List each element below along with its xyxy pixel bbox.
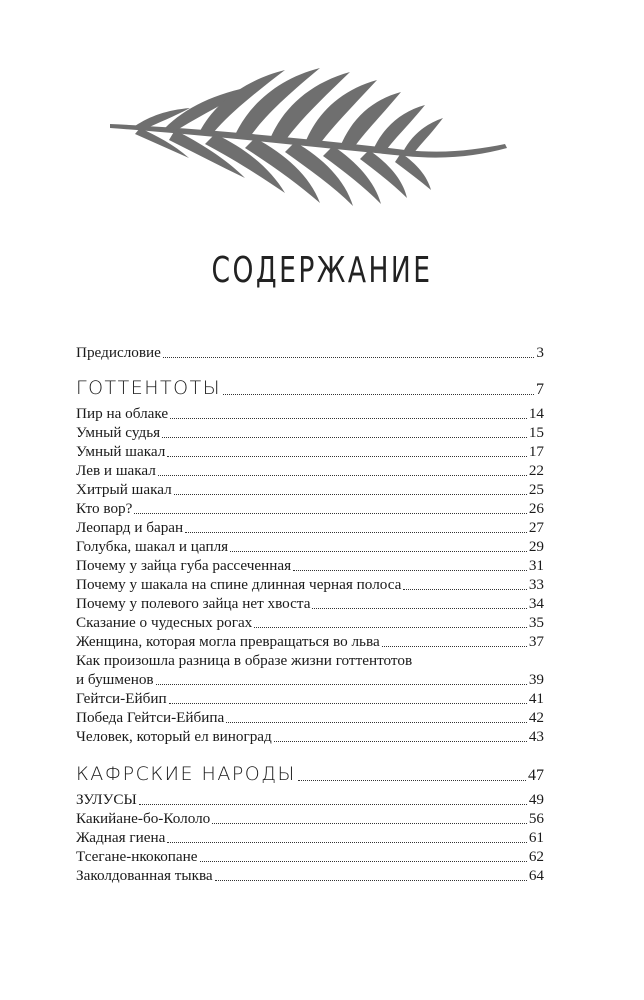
toc-entry-label: Пир на облаке: [76, 405, 169, 422]
toc-entry-label: Сказание о чудесных рогах: [76, 614, 253, 631]
toc-entry[interactable]: [76, 538, 544, 556]
toc-page-number: 29: [528, 538, 544, 555]
dot-leader: [212, 822, 527, 824]
toc-entry[interactable]: [76, 810, 544, 828]
dot-leader: [158, 474, 527, 476]
toc-entry[interactable]: [76, 671, 544, 689]
toc-entry-label: Голубка, шакал и цапля: [76, 538, 229, 555]
dot-leader: [185, 531, 527, 533]
toc-entry-label: Заколдованная тыква: [76, 867, 213, 884]
dot-leader: [139, 803, 527, 805]
dot-leader: [156, 683, 527, 685]
toc-entry-label: Гейтси-Ейбип: [76, 690, 167, 707]
toc-entry[interactable]: [76, 344, 544, 362]
toc-entry-label: Почему у полевого зайца нет хвоста: [76, 595, 311, 612]
page-title: СОДЕРЖАНИЕ: [211, 250, 433, 291]
toc-page-number: 14: [528, 405, 544, 422]
toc-entry-label: Умный судья: [76, 424, 161, 441]
toc-entry[interactable]: [76, 595, 544, 613]
toc-page-number: 17: [528, 443, 544, 460]
toc-entry[interactable]: [76, 829, 544, 847]
dot-leader: [174, 493, 527, 495]
toc-page-number: 31: [528, 557, 544, 574]
toc-page-number: 39: [528, 671, 544, 688]
toc-page-number: 61: [528, 829, 544, 846]
toc-page-number: 64: [528, 867, 544, 884]
toc-page-number: 49: [528, 791, 544, 808]
toc-page-number: 25: [528, 481, 544, 498]
dot-leader: [254, 626, 527, 628]
toc-entry-label: Леопард и баран: [76, 519, 184, 536]
toc-entry[interactable]: [76, 405, 544, 423]
toc-section[interactable]: [76, 379, 544, 399]
toc-entry-label-line1: Как произошла разница в образе жизни готтентотов: [76, 652, 413, 669]
toc-page-number: 35: [528, 614, 544, 631]
toc-entry-label: Женщина, которая могла превращаться во льва: [76, 633, 380, 650]
dot-leader: [312, 607, 526, 609]
toc-entry-label: Какийане-бо-Кололо: [76, 810, 211, 827]
dot-leader: [170, 417, 527, 419]
toc-page-number: 15: [528, 424, 544, 441]
dot-leader: [298, 779, 526, 781]
dot-leader: [293, 569, 527, 571]
toc-entry[interactable]: [76, 867, 544, 885]
toc-entry[interactable]: [76, 462, 544, 480]
toc-page-number: 42: [528, 709, 544, 726]
toc-section-label: КАФРСКИЕ НАРОДЫ: [76, 763, 296, 785]
toc-entry-label: Почему у шакала на спине длинная черная полоса: [76, 576, 402, 593]
palm-leaf-icon: [105, 58, 525, 218]
toc-section-label: ГОТТЕНТОТЫ: [76, 377, 221, 399]
toc-entry[interactable]: [76, 424, 544, 442]
toc-entry-label: Кто вор?: [76, 500, 133, 517]
toc-entry[interactable]: [76, 557, 544, 575]
toc-entry-label: Умный шакал: [76, 443, 166, 460]
toc-entry[interactable]: [76, 443, 544, 461]
dot-leader: [162, 436, 527, 438]
dot-leader: [169, 702, 527, 704]
toc-entry[interactable]: [76, 690, 544, 708]
toc-page-number: 47: [528, 767, 544, 784]
toc-entry[interactable]: [76, 519, 544, 537]
toc-page-number: 62: [528, 848, 544, 865]
toc-entry-label: ЗУЛУСЫ: [76, 791, 137, 808]
dot-leader: [167, 455, 526, 457]
toc-entry[interactable]: [76, 481, 544, 499]
toc-entry-label: Тсегане-нкокопане: [76, 848, 198, 865]
toc-entry-label: Человек, который ел виноград: [76, 728, 272, 745]
toc-page-number: 56: [528, 810, 544, 827]
dot-leader: [230, 550, 527, 552]
toc-entry-label: Жадная гиена: [76, 829, 166, 846]
toc-entry[interactable]: [76, 791, 544, 809]
dot-leader: [167, 841, 526, 843]
dot-leader: [403, 588, 526, 590]
toc-page-number: 33: [528, 576, 544, 593]
toc-page-number: 7: [536, 381, 544, 398]
dot-leader: [163, 356, 534, 358]
dot-leader: [200, 860, 527, 862]
toc-page-number: 41: [528, 690, 544, 707]
toc-entry[interactable]: [76, 633, 544, 651]
dot-leader: [226, 721, 527, 723]
dot-leader: [274, 740, 527, 742]
dot-leader: [134, 512, 526, 514]
dot-leader: [223, 393, 534, 395]
toc-page-number: 27: [528, 519, 544, 536]
toc-page-number: 3: [536, 344, 544, 361]
toc-entry-label: и бушменов: [76, 671, 154, 688]
toc-entry[interactable]: [76, 848, 544, 866]
toc-entry-label: Хитрый шакал: [76, 481, 172, 498]
toc-section[interactable]: [76, 765, 544, 785]
toc-entry-label: Почему у зайца губа рассеченная: [76, 557, 292, 574]
toc-entry[interactable]: [76, 614, 544, 632]
toc-entry[interactable]: [76, 576, 544, 594]
toc-entry-label: Победа Гейтси-Ейбипа: [76, 709, 225, 726]
dot-leader: [215, 879, 527, 881]
toc-entry[interactable]: [76, 500, 544, 518]
toc-page-number: 26: [528, 500, 544, 517]
toc-entry[interactable]: [76, 709, 544, 727]
toc-page-number: 22: [528, 462, 544, 479]
toc-page-number: 34: [528, 595, 544, 612]
toc-page-number: 43: [528, 728, 544, 745]
toc-entry[interactable]: [76, 728, 544, 746]
toc-page-number: 37: [528, 633, 544, 650]
dot-leader: [382, 645, 527, 647]
toc-entry-label: Предисловие: [76, 344, 161, 361]
toc-entry-label: Лев и шакал: [76, 462, 156, 479]
